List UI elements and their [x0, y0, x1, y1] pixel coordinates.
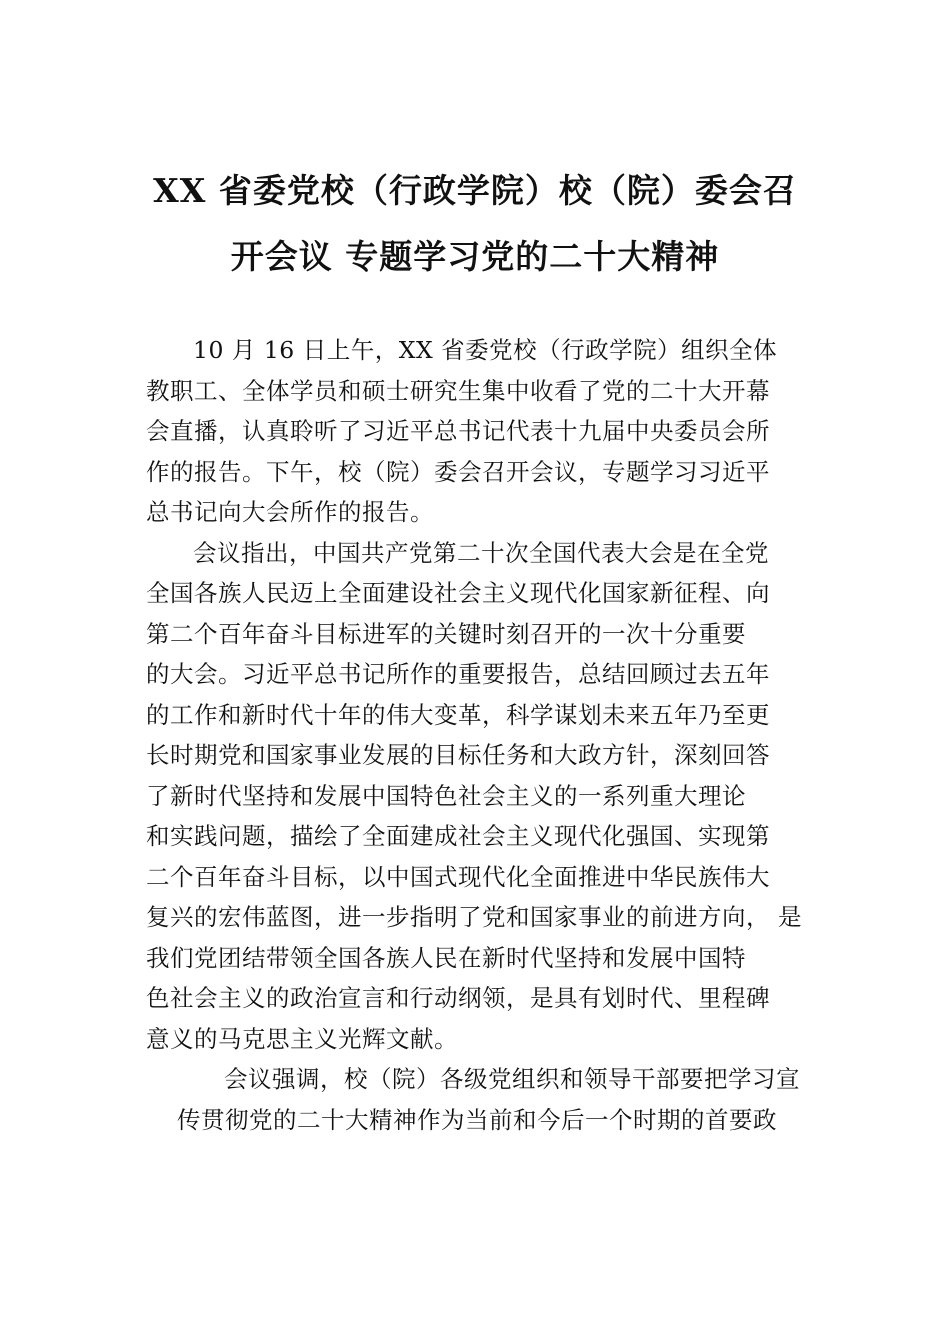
paragraph-2-line: 了新时代坚持和发展中国特色社会主义的一系列重大理论 [146, 781, 746, 810]
title-line: XX 省委党校（行政学院）校（院）委会召 [153, 171, 797, 210]
paragraph-2-line: 第二个百年奋斗目标进军的关键时刻召开的一次十分重要 [146, 619, 746, 648]
title-line: 开会议 专题学习党的二十大精神 [230, 237, 720, 276]
paragraph-2-line: 二个百年奋斗目标，以中国式现代化全面推进中华民族伟大 [146, 862, 770, 891]
paragraph-2-line: 的工作和新时代十年的伟大变革，科学谋划未来五年乃至更 [146, 700, 770, 729]
paragraph-3-line: 传贯彻党的二十大精神作为当前和今后一个时期的首要政 [177, 1105, 777, 1134]
paragraph-2-line: 复兴的宏伟蓝图，进一步指明了党和国家事业的前进方向， 是 [146, 903, 802, 931]
paragraph-2-line: 全国各族人民迈上全面建设社会主义现代化国家新征程、向 [146, 579, 770, 607]
paragraph-3-line: 会议强调，校（院）各级党组织和领导干部要把学习宣 [224, 1065, 800, 1093]
paragraph-1-line: 10 月 16 日上午，XX 省委党校（行政学院）组织全体 [193, 336, 778, 364]
paragraph-1-line: 会直播，认真聆听了习近平总书记代表十九届中央委员会所 [146, 417, 770, 445]
paragraph-1-line: 教职工、全体学员和硕士研究生集中收看了党的二十大开幕 [146, 376, 770, 405]
paragraph-1-line: 作的报告。下午，校（院）委会召开会议，专题学习习近平 [146, 457, 770, 486]
document-body [146, 330, 836, 1140]
paragraph-2-line: 长时期党和国家事业发展的目标任务和大政方针，深刻回答 [146, 741, 770, 769]
paragraph-2-line: 我们党团结带领全国各族人民在新时代坚持和发展中国特 [146, 943, 746, 972]
paragraph-2-line: 意义的马克思主义光辉文献。 [146, 1024, 458, 1053]
paragraph-2-line: 的大会。习近平总书记所作的重要报告，总结回顾过去五年 [146, 660, 770, 688]
document-title [120, 158, 830, 290]
paragraph-2-line: 会议指出，中国共产党第二十次全国代表大会是在全党 [193, 538, 769, 567]
paragraph-1-line: 总书记向大会所作的报告。 [146, 498, 434, 526]
paragraph-2-line: 色社会主义的政治宣言和行动纲领，是具有划时代、里程碑 [146, 984, 770, 1012]
paragraph-2-line: 和实践问题，描绘了全面建成社会主义现代化强国、实现第 [146, 822, 770, 850]
